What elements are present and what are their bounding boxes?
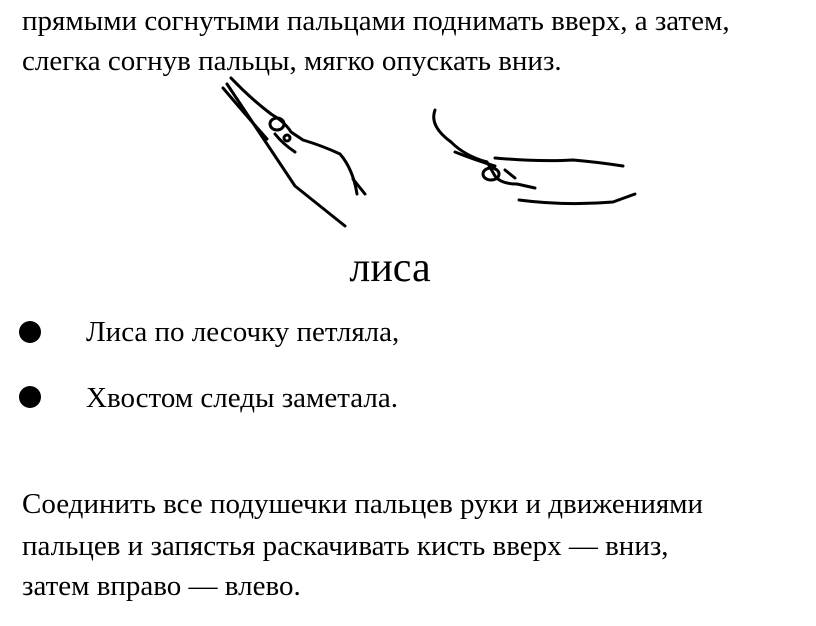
instruction-line-2: пальцев и запястья раскачивать кисть вверх — вниз, — [22, 530, 669, 562]
paragraph-line-2: слегка согнув пальцы, мягко опускать вниз. — [22, 45, 562, 77]
raised-hand-drawing — [223, 78, 365, 226]
exercise-title: лиса — [349, 245, 431, 291]
bullet-dot-2 — [19, 386, 41, 408]
lowered-hand-drawing — [434, 110, 635, 204]
verse-line-2: Хвостом следы заметала. — [86, 382, 398, 414]
bullet-dot-1 — [19, 321, 41, 343]
instruction-line-1: Соединить все подушечки пальцев руки и движениями — [22, 488, 704, 520]
instruction-line-3: затем вправо — влево. — [22, 570, 301, 602]
hand-illustrations — [205, 74, 650, 234]
paragraph-line-1: прямыми согнутыми пальцами поднимать вверх, а затем, — [22, 5, 730, 37]
verse-line-1: Лиса по лесочку петляла, — [86, 316, 400, 348]
